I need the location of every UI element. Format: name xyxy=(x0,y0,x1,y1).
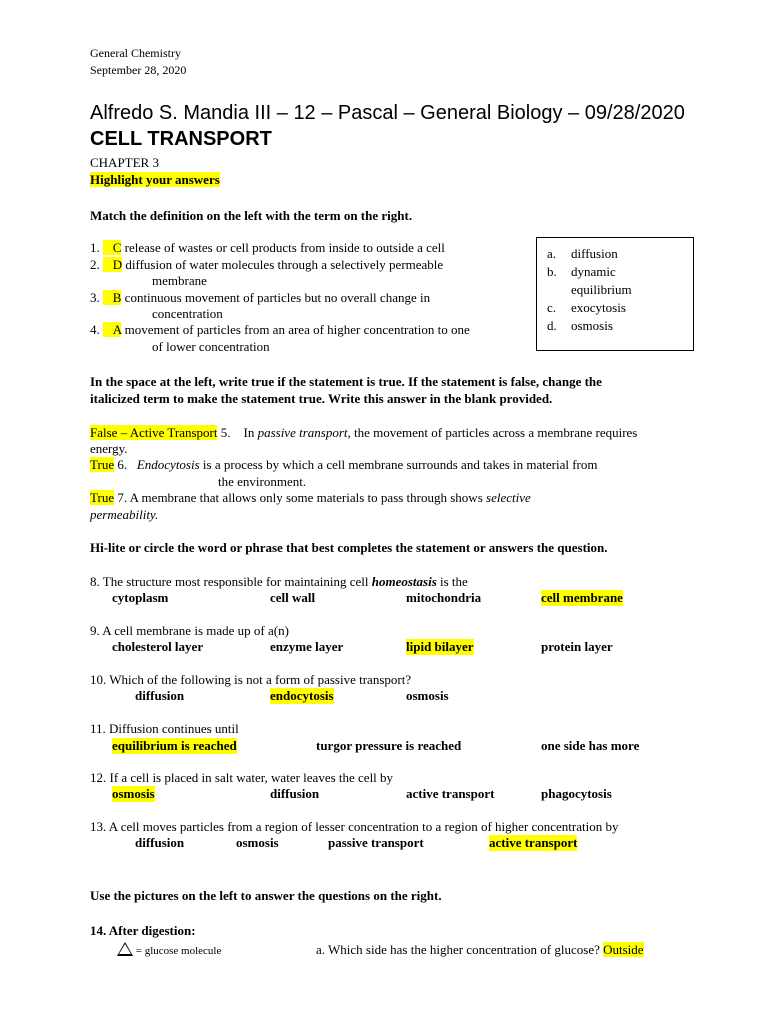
question-14a: a. Which side has the higher concentration of glucose? Outside xyxy=(316,942,644,957)
match-item-1: 1. C release of wastes or cell products from inside to outside a cell xyxy=(90,240,445,255)
q13-option-selected[interactable]: active transport xyxy=(489,835,578,850)
header-date: September 28, 2020 xyxy=(90,63,187,77)
section2-instruction-2: italicized term to make the statement true. Write this answer in the blank provided. xyxy=(90,391,553,406)
question-7: True 7. A membrane that allows only some materials to pass through shows selective xyxy=(90,490,531,505)
instruction-highlight: Highlight your answers xyxy=(90,172,220,187)
q8-option[interactable]: cytoplasm xyxy=(112,590,169,605)
student-line: Alfredo S. Mandia III – 12 – Pascal – General Biology – 09/28/2020 xyxy=(90,102,685,124)
term-a: a. diffusion xyxy=(547,246,618,261)
match-item-3: 3. B continuous movement of particles but no overall change in xyxy=(90,290,431,305)
match-item-3-cont: concentration xyxy=(152,306,223,321)
q9-option-selected[interactable]: lipid bilayer xyxy=(406,639,474,654)
term-b: b. dynamic xyxy=(547,264,616,279)
question-9-stem: 9. A cell membrane is made up of a(n) xyxy=(90,623,289,638)
q10-option[interactable]: diffusion xyxy=(135,688,185,703)
q9-option[interactable]: cholesterol layer xyxy=(112,639,204,654)
q12-option[interactable]: active transport xyxy=(406,786,495,801)
question-8-stem: 8. The structure most responsible for maintaining cell homeostasis is the xyxy=(90,574,468,589)
q11-option-selected[interactable]: equilibrium is reached xyxy=(112,738,237,753)
section4-instruction: Use the pictures on the left to answer the questions on the right. xyxy=(90,888,442,903)
question-14-label: 14. After digestion: xyxy=(90,923,196,938)
q12-option[interactable]: phagocytosis xyxy=(541,786,612,801)
question-10-stem: 10. Which of the following is not a form of passive transport? xyxy=(90,672,412,687)
question-5: False – Active Transport 5. In passive transport, the movement of particles across a membrane requires xyxy=(90,425,638,440)
q10-option-selected[interactable]: endocytosis xyxy=(270,688,334,703)
section2-instruction-1: In the space at the left, write true if the statement is true. If the statement is false, change the xyxy=(90,374,602,389)
q11-option[interactable]: one side has more xyxy=(541,738,640,753)
q13-option[interactable]: diffusion xyxy=(135,835,185,850)
section1-instruction: Match the definition on the left with the term on the right. xyxy=(90,208,413,223)
match-item-2: 2. D diffusion of water molecules through a selectively permeable xyxy=(90,257,444,272)
term-b-cont: equilibrium xyxy=(571,282,632,297)
term-c: c. exocytosis xyxy=(547,300,626,315)
q12-option[interactable]: diffusion xyxy=(270,786,320,801)
q10-option[interactable]: osmosis xyxy=(406,688,449,703)
glucose-legend: = glucose molecule xyxy=(117,942,221,957)
question-6-cont: the environment. xyxy=(218,474,307,489)
q8-option-selected[interactable]: cell membrane xyxy=(541,590,623,605)
course-name: General Chemistry xyxy=(90,46,181,60)
question-12-stem: 12. If a cell is placed in salt water, water leaves the cell by xyxy=(90,770,394,785)
question-7-cont: permeability. xyxy=(90,507,159,522)
match-item-4: 4. A movement of particles from an area of higher concentration to one xyxy=(90,322,470,337)
q8-option[interactable]: cell wall xyxy=(270,590,316,605)
page-title: CELL TRANSPORT xyxy=(90,128,272,150)
q13-option[interactable]: osmosis xyxy=(236,835,279,850)
section3-instruction: Hi-lite or circle the word or phrase that best completes the statement or answers the question. xyxy=(90,540,608,555)
question-6: True 6. Endocytosis is a process by which a cell membrane surrounds and takes in material from xyxy=(90,457,598,472)
q8-option[interactable]: mitochondria xyxy=(406,590,482,605)
triangle-icon xyxy=(117,942,133,956)
question-11-stem: 11. Diffusion continues until xyxy=(90,721,239,736)
q12-option-selected[interactable]: osmosis xyxy=(112,786,155,801)
term-d: d. osmosis xyxy=(547,318,613,333)
q9-option[interactable]: enzyme layer xyxy=(270,639,344,654)
q9-option[interactable]: protein layer xyxy=(541,639,613,654)
match-item-4-cont: of lower concentration xyxy=(152,339,270,354)
match-item-2-cont: membrane xyxy=(152,273,207,288)
chapter-label: CHAPTER 3 xyxy=(90,155,159,170)
question-13-stem: 13. A cell moves particles from a region of lesser concentration to a region of higher concentration by xyxy=(90,819,619,834)
q11-option[interactable]: turgor pressure is reached xyxy=(316,738,462,753)
question-5-cont: energy. xyxy=(90,441,128,456)
terms-box xyxy=(536,237,694,351)
q13-option[interactable]: passive transport xyxy=(328,835,424,850)
